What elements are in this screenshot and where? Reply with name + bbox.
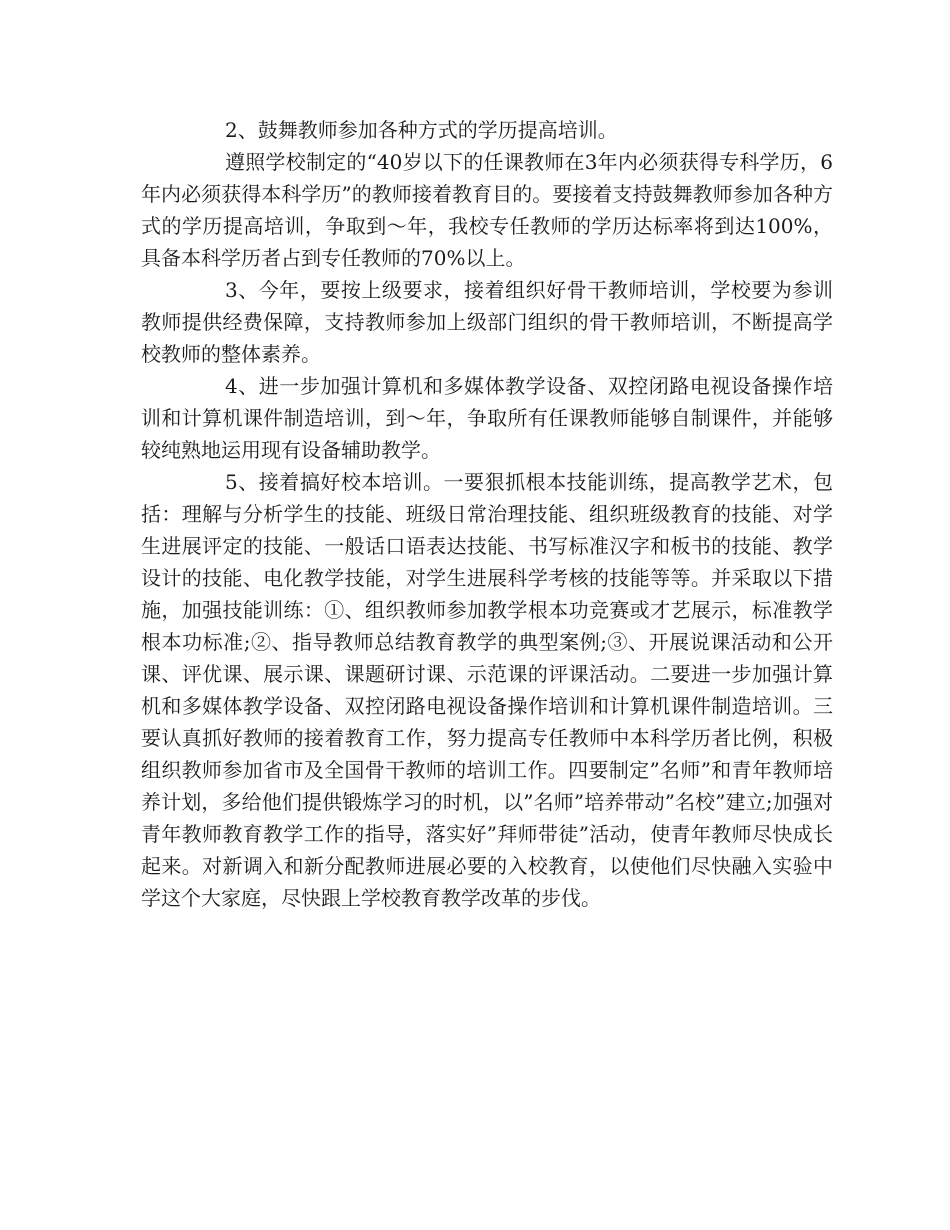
paragraph-item-5: 5、接着搞好校本培训。一要狠抓根本技能训练，提高教学艺术，包括：理解与分析学生的技能、班级日常治理技能、组织班级教育的技能、对学生进展评定的技能、一般话口语表达技能、书写标准汉字和板书的技能、教学设计的技能、电化教学技能，对学生进展科学考核的技能等等。并采取以下措施，加强技能训练：①、组织教师参加教学根本功竞赛或才艺展示，标准教学根本功标准;②、指导教师总结教育教学的典型案例;③、开展说课活动和公开课、评优课、展示课、课题研讨课、示范课的评课活动。二要进一步加强计算机和多媒体教学设备、双控闭路电视设备操作培训和计算机课件制造培训。三要认真抓好教师的接着教育工作，努力提高专任教师中本科学历者比例，积极组织教师参加省市及全国骨干教师的培训工作。四要制定”名师”和青年教师培养计划，多给他们提供锻炼学习的时机，以”名师”培养带动”名校”建立;加强对青年教师教育教学工作的指导，落实好”拜师带徒”活动，使青年教师尽快成长起来。对新调入和新分配教师进展必要的入校教育，以使他们尽快融入实验中学这个大家庭，尽快跟上学校教育教学改革的步伐。 (141, 470, 833, 910)
paragraph-degree-requirement: 遵照学校制定的“40岁以下的任课教师在3年内必须获得专科学历，6年内必须获得本科学历”的教师接着教育目的。要接着支持鼓舞教师参加各种方式的学历提高培训，争取到～年，我校专任教师的学历达标率将到达100%，具备本科学历者占到专任教师的70%以上。 (141, 150, 833, 270)
paragraph-item-4: 4、进一步加强计算机和多媒体教学设备、双控闭路电视设备操作培训和计算机课件制造培训，到～年，争取所有任课教师能够自制课件，并能够较纯熟地运用现有设备辅助教学。 (141, 374, 833, 462)
document-body (141, 114, 833, 914)
paragraph-item-3: 3、今年，要按上级要求，接着组织好骨干教师培训，学校要为参训教师提供经费保障，支持教师参加上级部门组织的骨干教师培训，不断提高学校教师的整体素养。 (141, 278, 833, 366)
paragraph-item-2: 2、鼓舞教师参加各种方式的学历提高培训。 (225, 118, 618, 142)
